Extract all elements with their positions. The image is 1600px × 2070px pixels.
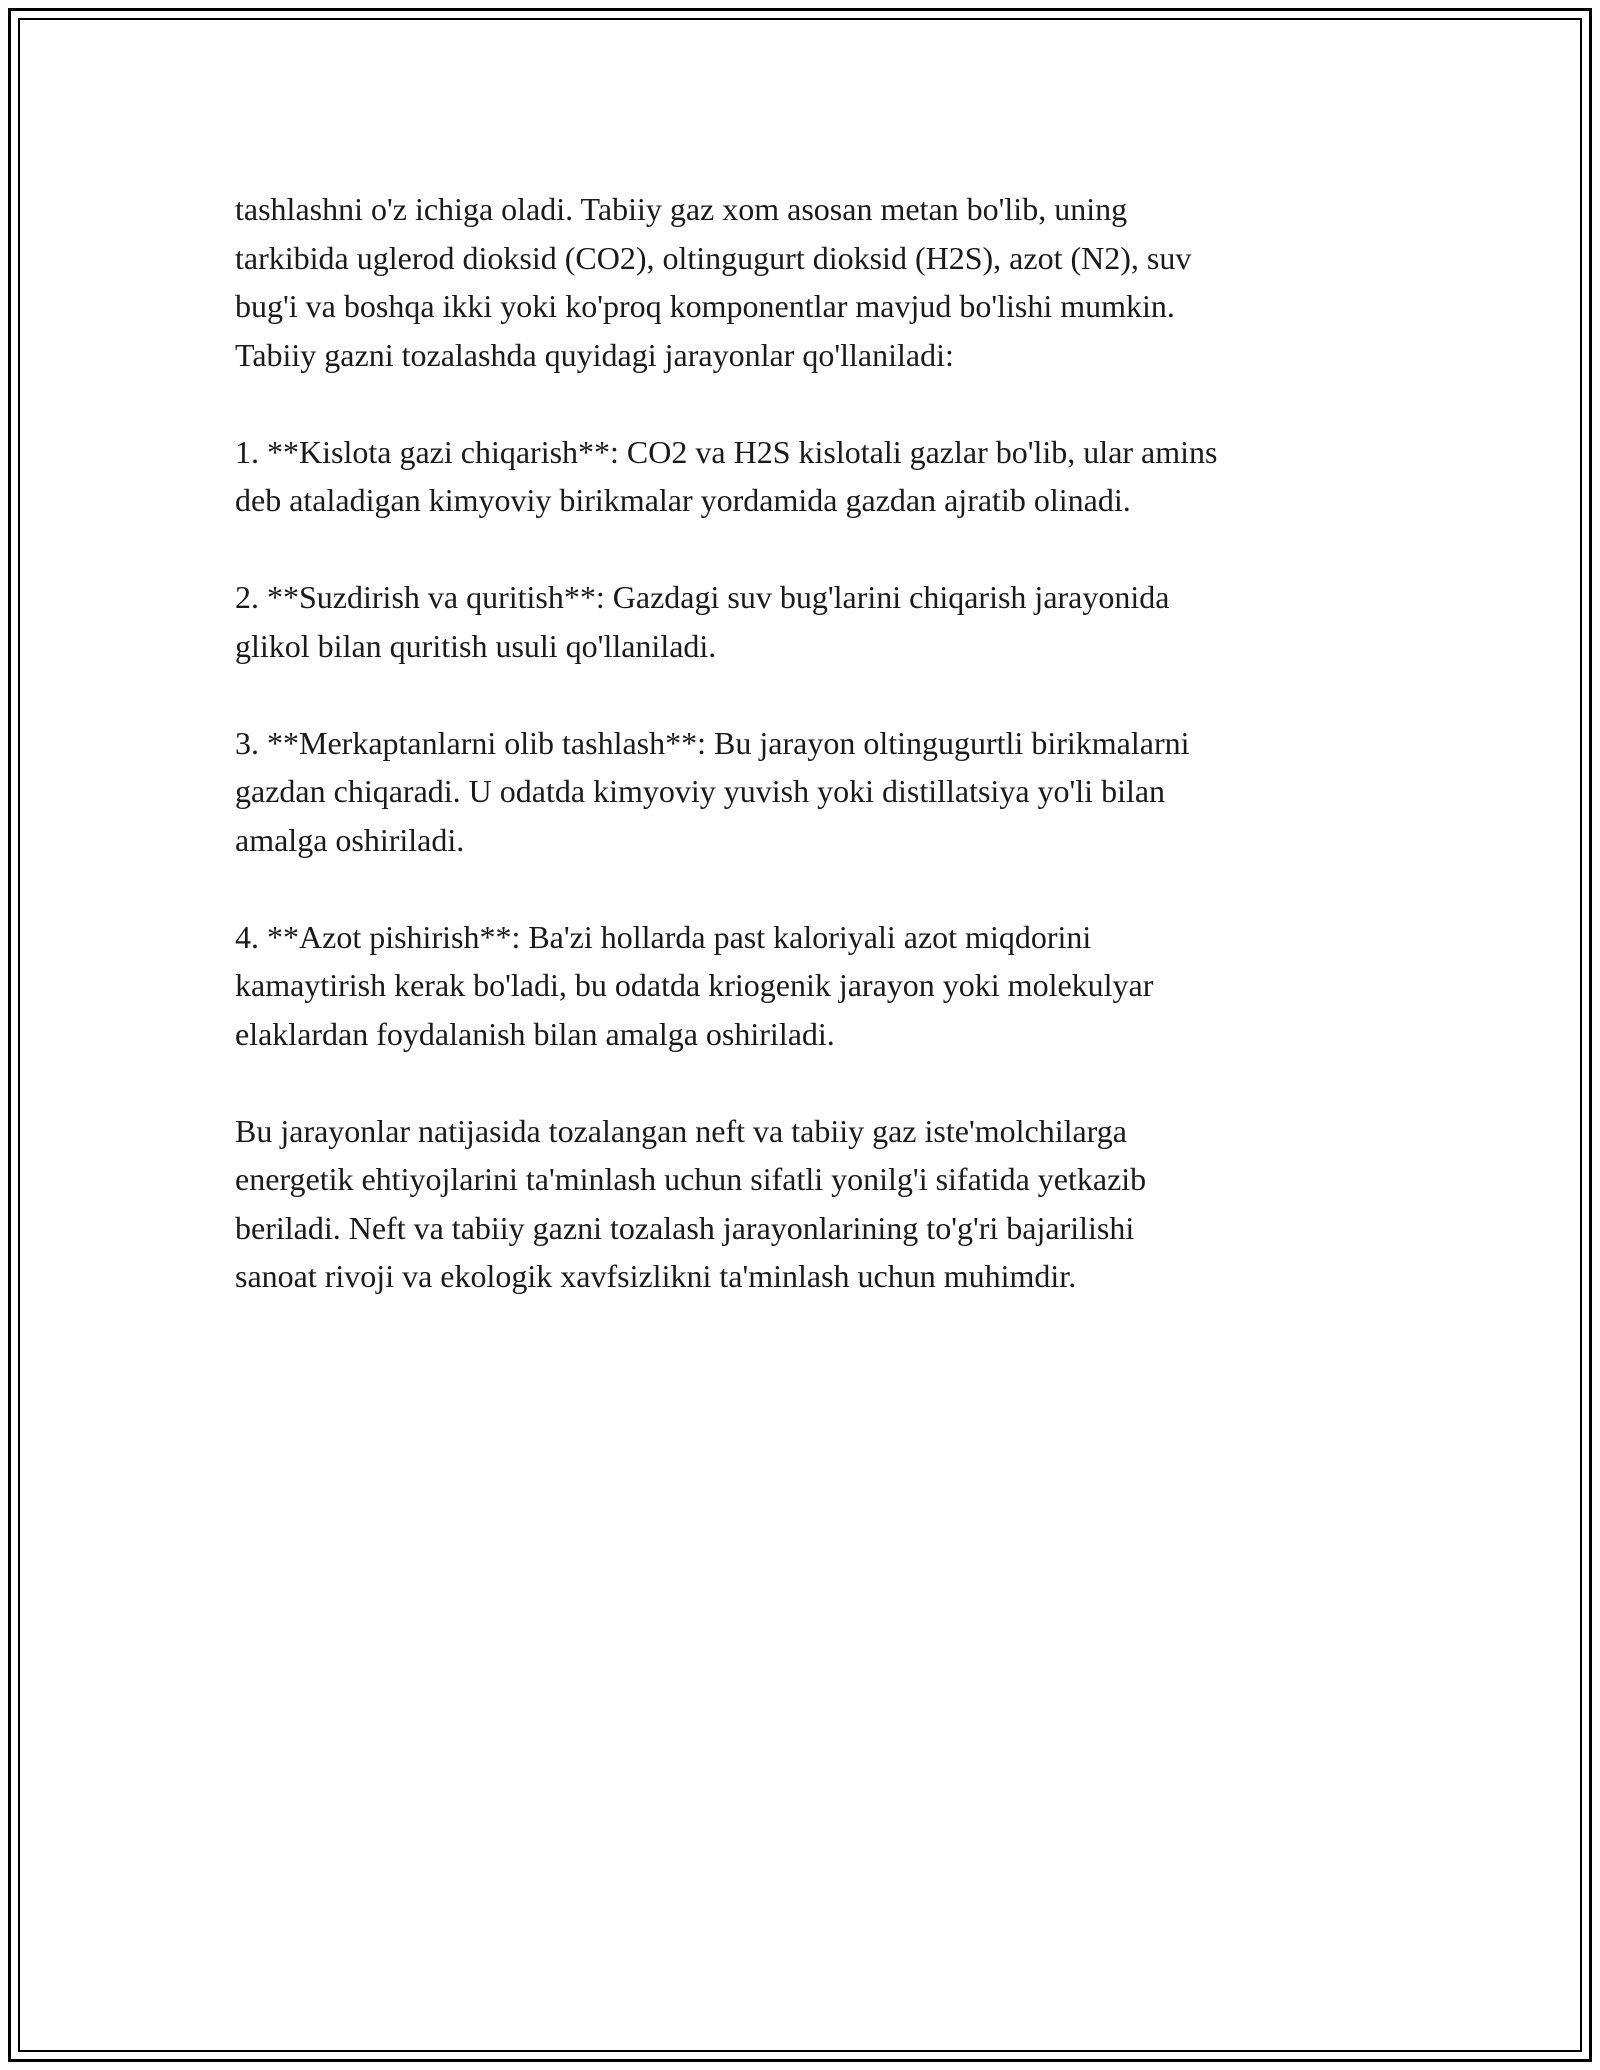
intro-paragraph: tashlashni o'z ichiga oladi. Tabiiy gaz xom asosan metan bo'lib, uning tarkibida uglerod dioksid (CO2), oltingugurt dioksid (H2S), azot (N2), suv bug'i va boshqa ikki yoki ko'proq komponentlar mavjud bo'lishi mumkin. Tabiiy gazni tozalashda quyidagi jarayonlar qo'llaniladi: [235,191,1192,373]
list-item-1: 1. **Kislota gazi chiqarish**: CO2 va H2S kislotali gazlar bo'lib, ular amins deb ataladigan kimyoviy birikmalar yordamida gazdan ajratib olinadi. [235,433,1218,518]
conclusion-paragraph: Bu jarayonlar natijasida tozalangan neft va tabiiy gaz iste'molchilarga energetik ehtiyojlarini ta'minlash uchun sifatli yonilg'i sifatida yetkazib beriladi. Neft va tabiiy gazni tozalash jarayonlarining to'g'ri bajarilishi sanoat rivoji va ekologik xavfsizlikni ta'minlash uchun muhimdir. [235,1112,1147,1294]
paragraph-spacer [235,670,1415,719]
list-item-3: 3. **Merkaptanlarni olib tashlash**: Bu jarayon oltingugurtli birikmalarni gazdan chiqaradi. U odatda kimyoviy yuvish yoki distillatsiya yo'li bilan amalga oshiriladi. [235,724,1190,858]
list-item-2: 2. **Suzdirish va quritish**: Gazdagi suv bug'larini chiqarish jarayonida glikol bilan quritish usuli qo'llaniladi. [235,579,1170,664]
paragraph-spacer [235,525,1415,574]
document-body [235,185,1415,1301]
list-item-4: 4. **Azot pishirish**: Ba'zi hollarda past kaloriyali azot miqdorini kamaytirish kerak bo'ladi, bu odatda kriogenik jarayon yoki molekulyar elaklardan foydalanish bilan amalga oshiriladi. [235,918,1154,1052]
paragraph-spacer [235,1058,1415,1107]
paragraph-spacer [235,379,1415,428]
paragraph-spacer [235,864,1415,913]
